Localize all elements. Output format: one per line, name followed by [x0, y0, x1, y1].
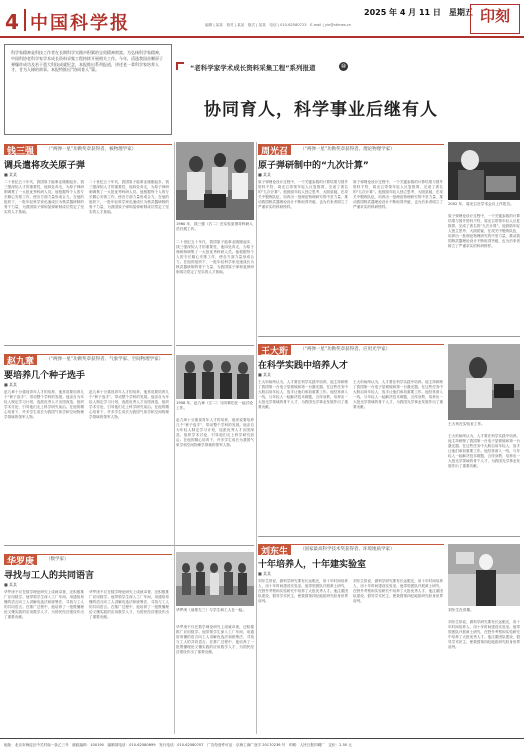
- zhao-jiuzhang-photo: [176, 355, 254, 399]
- scientist-role: （国家最高科学技术奖获得者、环境地质学家）: [300, 547, 395, 552]
- scientist-name: 华罗庚: [4, 554, 37, 565]
- article-body: 王大珩始终认为，人才要在科学实践中培养。他主持研制了我国第一台电子显微镜和第一台激光器，在这些任务中大胆启用年轻人，放手让他们承担重要工作。他经常深入一线，与年轻人一起解决技术难题，言传身教，培养出一大批光学领域的骨干人才，为我国光学事业发展作出了重要贡献。: [258, 380, 348, 409]
- issue-date: 2025 年 4 月 11 日 星期五: [364, 8, 473, 17]
- editor-contact: 编辑 | 某某 校对 | 某某 版式 | 某某 电话 | 010-62580723 E-mail | yin@stimes.cn: [205, 23, 352, 27]
- column-divider: [258, 336, 520, 337]
- article-title: 寻找与工人的共同语言: [4, 571, 95, 581]
- scientist-role: （数学家）: [46, 557, 69, 562]
- article-byline: ■ 某某: [4, 382, 18, 387]
- article-byline: ■ 某某: [4, 582, 18, 587]
- article-body: 华罗庚不仅在数学理论研究上成就卓著，还积极推广应用数学。他带领学生深入工厂车间，用通俗易懂的语言向工人讲解优选法和统筹法，寻找与工人的共同语言。在推广过程中，他培养了一批既懂理论又懂实践的应用数学人才，为国民经济建设作出了重要贡献。: [4, 590, 84, 619]
- article-body-continued: 原子弹理论设计过程中，一个关键参数的计算结果与国外资料不符，周光召带领年轻人反复推算，完成了著名的“九次计算”。他鼓励年轻人独立思考、大胆质疑，在攻关中锻炼队伍，培养出一批理论物理研究的中坚力量，推动我国核武器理论设计不断取得突破，也为后来者树立了严谨求实的科研榜样。: [448, 214, 520, 248]
- column-rule: [256, 142, 257, 734]
- photo-caption: 1958 年，赵九章（左二）与同事们在一起讨论工作。: [176, 401, 253, 410]
- article-byline: ■ 某某: [258, 571, 272, 576]
- series-title: “老科学家学术成长资料采集工程”系列报道: [190, 64, 316, 72]
- photo-caption: 刘东生在讲课。: [448, 608, 474, 612]
- article-body-continued: 刘东生常说，做科学研究要有长远眼光，用十年时间培养人，用十年时间建设实验室。他带领团队开展黄土研究，在野外考察和实验研究中培养了大批优秀人才。他注重团队建设，倡导学术民主，使我国第四纪地质研究跻身世界前列。: [353, 579, 443, 603]
- section-label: 印刻: [470, 4, 520, 34]
- scientist-role: （“两弹一星”功勋奖章获得者、气象学家、空间物理学家）: [46, 357, 164, 362]
- article-body-continued: 赵九章十分重视青年人才的培养，他常说要培养几个“种子选手”，带动整个学科的发展。他亲自为年轻人制定学习计划，选派优秀人才出国深造，组织学术讨论，引导他们走上科学研究前沿。在他的精心培育下，许多学生成长为我国气象学和空间物理学领域的领军人物。: [89, 390, 169, 419]
- series-number-icon: ⑩: [340, 63, 347, 70]
- article-title: 在科学实践中培养人才: [258, 361, 349, 371]
- article-body-continued: 王大珩始终认为，人才要在科学实践中培养。他主持研制了我国第一台电子显微镜和第一台激光器，在这些任务中大胆启用年轻人，放手让他们承担重要工作。他经常深入一线，与年轻人一起解决技术难题，言传身教，培养出一大批光学领域的骨干人才，为我国光学事业发展作出了重要贡献。: [448, 434, 520, 468]
- scientist-role: （“两弹一星”功勋奖章获得者、应用光学家）: [300, 347, 391, 352]
- scientist-name: 周光召: [258, 144, 291, 155]
- article-byline: ■ 某某: [258, 372, 272, 377]
- scientist-name: 刘东生: [258, 544, 291, 555]
- article-body-continued: 华罗庚不仅在数学理论研究上成就卓著，还积极推广应用数学。他带领学生深入工厂车间，用通俗易懂的语言向工人讲解优选法和统筹法，寻找与工人的共同语言。在推广过程中，他培养了一批既懂理论又懂实践的应用数学人才，为国民经济建设作出了重要贡献。: [176, 625, 254, 654]
- article-body-continued: 二十世纪五十年代，我国原子能事业刚刚起步，钱三强深知人才的重要性，他四处奔走，为原子弹研制调集了一大批优秀科研人员。他根据每个人的专长精心安排工作，使各方面力量形成合力。在他的组织下，一批年轻科学家迅速成长为核武器研制的骨干力量，为我国原子弹和氢弹研制成功奠定了坚实的人才基础。: [176, 240, 254, 274]
- article-byline: ■ 某某: [258, 172, 272, 177]
- page-number-divider: [24, 9, 26, 31]
- photo-caption: 王大珩在实验室工作。: [448, 422, 485, 426]
- article-title: 调兵遣将攻关原子弹: [4, 161, 86, 171]
- scientist-name: 钱三强: [4, 144, 37, 155]
- column-divider: [258, 536, 520, 537]
- article-body-continued: 赵九章十分重视青年人才的培养，他常说要培养几个“种子选手”，带动整个学科的发展。他亲自为年轻人制定学习计划，选派优秀人才出国深造，组织学术讨论，引导他们走上科学研究前沿。在他的精心培育下，许多学生成长为我国气象学和空间物理学领域的领军人物。: [176, 418, 254, 447]
- article-body-continued: 原子弹理论设计过程中，一个关键参数的计算结果与国外资料不符，周光召带领年轻人反复推算，完成了著名的“九次计算”。他鼓励年轻人独立思考、大胆质疑，在攻关中锻炼队伍，培养出一批理论物理研究的中坚力量，推动我国核武器理论设计不断取得突破，也为后来者树立了严谨求实的科研榜样。: [353, 180, 443, 209]
- corner-mark-icon: [176, 62, 184, 70]
- page-headline: 协同育人，科学事业后继有人: [204, 100, 438, 120]
- article-body: 二十世纪五十年代，我国原子能事业刚刚起步，钱三强深知人才的重要性，他四处奔走，为原子弹研制调集了一大批优秀科研人员。他根据每个人的专长精心安排工作，使各方面力量形成合力。在他的组织下，一批年轻科学家迅速成长为核武器研制的骨干力量，为我国原子弹和氢弹研制成功奠定了坚实的人才基础。: [4, 180, 84, 214]
- article-body-continued: 华罗庚不仅在数学理论研究上成就卓著，还积极推广应用数学。他带领学生深入工厂车间，用通俗易懂的语言向工人讲解优选法和统筹法，寻找与工人的共同语言。在推广过程中，他培养了一批既懂理论又懂实践的应用数学人才，为国民经济建设作出了重要贡献。: [89, 590, 169, 619]
- article-body-continued: 王大珩始终认为，人才要在科学实践中培养。他主持研制了我国第一台电子显微镜和第一台激光器，在这些任务中大胆启用年轻人，放手让他们承担重要工作。他经常深入一线，与年轻人一起解决技术难题，言传身教，培养出一大批光学领域的骨干人才，为我国光学事业发展作出了重要贡献。: [353, 380, 443, 409]
- article-byline: ■ 某某: [4, 172, 18, 177]
- page-number: 4: [5, 10, 19, 34]
- article-body: 赵九章十分重视青年人才的培养，他常说要培养几个“种子选手”，带动整个学科的发展。他亲自为年轻人制定学习计划，选派优秀人才出国深造，组织学术讨论，引导他们走上科学研究前沿。在他的精心培育下，许多学生成长为我国气象学和空间物理学领域的领军人物。: [4, 390, 84, 419]
- intro-box: [4, 44, 172, 135]
- scientist-role: （“两弹一星”功勋奖章获得者、理论物理学家）: [300, 147, 395, 152]
- column-divider: [176, 345, 254, 346]
- series-label: [176, 60, 516, 80]
- photo-caption: 2002 年，周光召在学术会议上作报告。: [448, 202, 514, 206]
- masthead: [0, 0, 524, 38]
- paper-logo: 中国科学报: [30, 13, 130, 34]
- qian-sanqiang-photo: [176, 142, 254, 220]
- article-body-continued: 二十世纪五十年代，我国原子能事业刚刚起步，钱三强深知人才的重要性，他四处奔走，为原子弹研制调集了一大批优秀科研人员。他根据每个人的专长精心安排工作，使各方面力量形成合力。在他的组织下，一批年轻科学家迅速成长为核武器研制的骨干力量，为我国原子弹和氢弹研制成功奠定了坚实的人才基础。: [89, 180, 169, 214]
- wang-daheng-photo: [448, 344, 520, 420]
- scientist-role: （“两弹一星”功勋奖章获得者、核物理学家）: [46, 147, 137, 152]
- article-body-continued: 刘东生常说，做科学研究要有长远眼光，用十年时间培养人，用十年时间建设实验室。他带领团队开展黄土研究，在野外考察和实验研究中培养了大批优秀人才。他注重团队建设，倡导学术民主，使我国第四纪地质研究跻身世界前列。: [448, 620, 520, 649]
- page-footer: 地址：北京市海淀区中关村南一条乙三号 邮政编码：100190 编辑部电话：010-62580699 发行电话：010-62580707 广告经营许可证：京海工商广登字 20170236 号 印刷：人民日报印刷厂 定价：2.50 元: [0, 738, 524, 751]
- photo-caption: 华罗庚（前排左三）与学生和工人在一起。: [176, 608, 247, 612]
- hua-luogeng-photo: [176, 552, 254, 606]
- scientist-name: 赵九章: [4, 354, 37, 365]
- column-rule: [174, 142, 175, 734]
- article-body: 刘东生常说，做科学研究要有长远眼光，用十年时间培养人，用十年时间建设实验室。他带领团队开展黄土研究，在野外考察和实验研究中培养了大批优秀人才。他注重团队建设，倡导学术民主，使我国第四纪地质研究跻身世界前列。: [258, 579, 348, 603]
- column-divider: [4, 545, 254, 546]
- scientist-name: 王大珩: [258, 344, 291, 355]
- article-body: 原子弹理论设计过程中，一个关键参数的计算结果与国外资料不符，周光召带领年轻人反复推算，完成了著名的“九次计算”。他鼓励年轻人独立思考、大胆质疑，在攻关中锻炼队伍，培养出一批理论物理研究的中坚力量，推动我国核武器理论设计不断取得突破，也为后来者树立了严谨求实的科研榜样。: [258, 180, 348, 209]
- liu-dongsheng-photo: [448, 544, 520, 606]
- intro-text: 科学家精神是科技工作者在长期科学实践中积累的宝贵精神财富。为弘扬科学家精神，中国科协老科学家学术成长资料采集工程持续开展相关工作。今年，适逢我国首颗原子弹爆炸成功及若干重大科技成就纪念，本报推出系列报道，讲述老一辈科学家培养人才、甘为人梯的故事。本报特推出“协同育人”篇。: [11, 50, 163, 73]
- article-title: 原子弹研制中的“九次计算”: [258, 161, 369, 171]
- article-title: 十年培养人，十年建实验室: [258, 560, 367, 570]
- photo-caption: 1960 年，钱三强（右二）在实验室指导科研人员开展工作。: [176, 222, 253, 231]
- zhou-guangzhao-photo: [448, 142, 520, 200]
- column-divider: [4, 345, 172, 346]
- article-title: 要培养几个种子选手: [4, 371, 86, 381]
